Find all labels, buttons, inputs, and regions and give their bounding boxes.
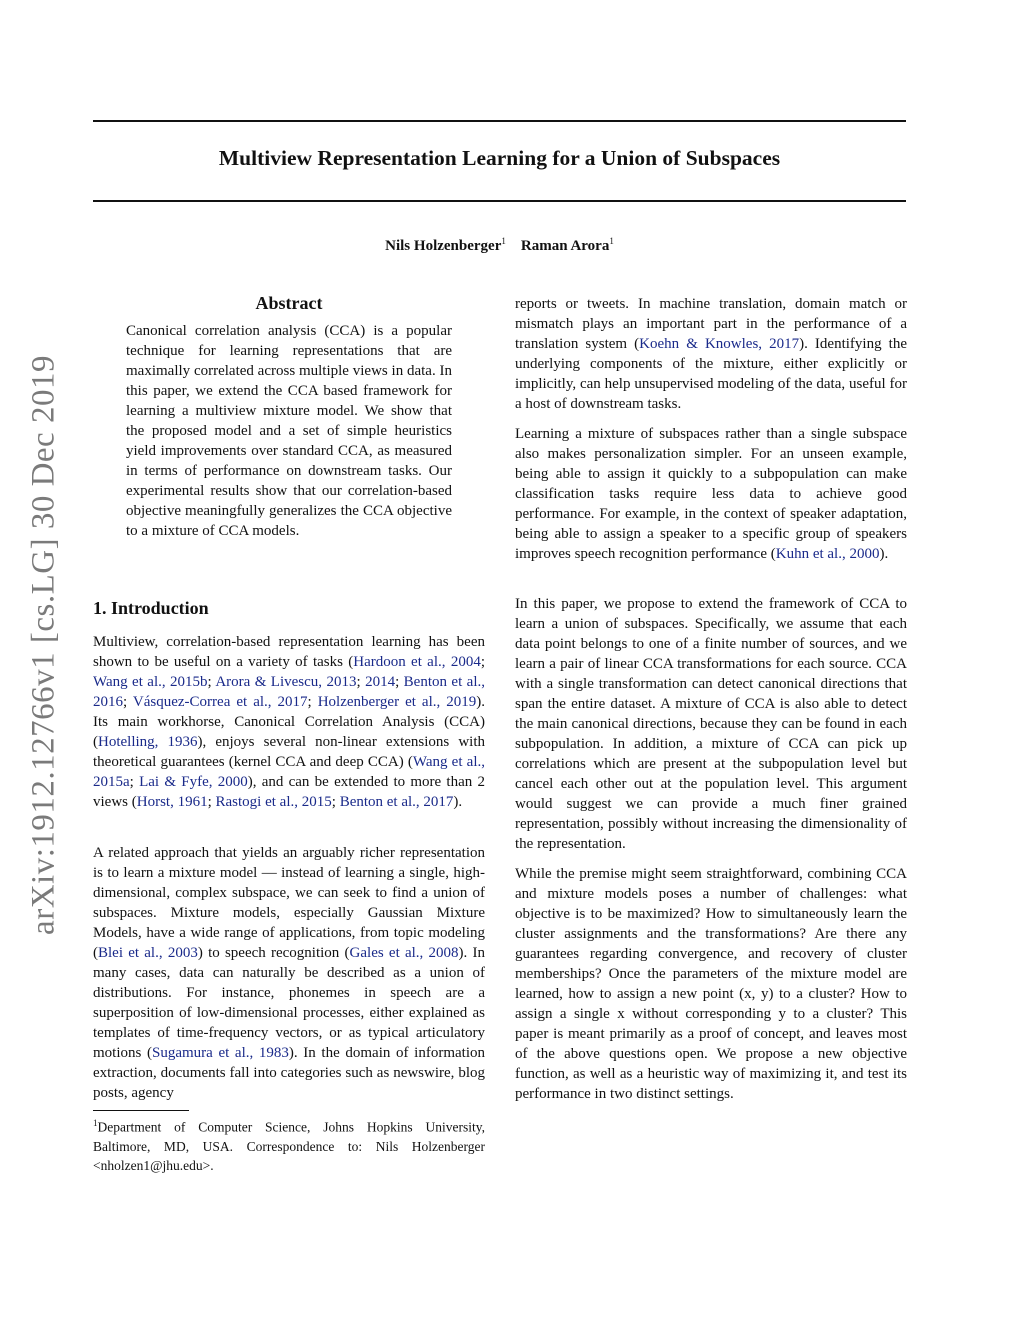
citation-link[interactable]: Hardoon et al., 2004	[353, 654, 481, 670]
citation-link[interactable]: Benton et al., 2017	[339, 794, 454, 810]
paragraph-text: Canonical correlation analysis (CCA) is a popular technique for learning representations that are maximally correlated across multiple views in data. In this paper, we extend the CCA based framework for learning a multiview mixture model. We show that the proposed model and a set of simple heuristics yield improvements over standard CCA, as measured in terms of performance on downstream tasks. Our experimental results show that our correlation-based objective meaningfully generalizes the CCA objective to a mixture of CCA models.	[126, 323, 452, 539]
citation-link[interactable]: Sugamura et al., 1983	[151, 1045, 289, 1061]
citation-link[interactable]: Koehn & Knowles, 2017	[639, 336, 800, 352]
citation-link[interactable]: Vásquez-Correa et al., 2017	[132, 694, 308, 710]
paragraph-text: reports or tweets. In machine translation, domain match or mismatch plays an important part in the performance of a translation system (Koehn & Knowles, 2017). Identifying the underlying components of the mixture, either explicitly or implicitly, can help unsupervised modeling of the data, useful for a host of downstream tasks.	[515, 296, 907, 412]
paragraph-text: Multiview, correlation-based representation learning has been shown to be useful on a variety of tasks (Hardoon et al., 2004; Wang et al., 2015b; Arora & Livescu, 2013; 2014; Benton et al., 2016; Vásquez-Correa et al., 2017; Holzenberger et al., 2019). Its main workhorse, Canonical Correlation Analysis (CCA) (Hotelling, 1936), enjoys several non-linear extensions with theoretical guarantees (kernel CCA and deep CCA) (Wang et al., 2015a; Lai & Fyfe, 2000), and can be extended to more than 2 views (Horst, 1961; Rastogi et al., 2015; Benton et al., 2017).	[93, 634, 486, 810]
citation-link[interactable]: 2014	[365, 674, 396, 690]
citation-link[interactable]: Benton et al., 2016	[93, 674, 485, 710]
author-list	[93, 236, 906, 255]
citation-link[interactable]: Wang et al., 2015a	[93, 754, 485, 790]
author-affiliation-mark: 1	[501, 236, 506, 246]
section-heading-introduction: 1. Introduction	[93, 598, 209, 618]
paragraph-text: In this paper, we propose to extend the framework of CCA to learn a union of subspaces. Specifically, we assume that each data point belongs to one of a finite number of sources, and we learn a pair of linear CCA transformations for each source. CCA with a single transformation can detect canonical directions that span the entire dataset. A mixture of CCA is also able to detect the main canonical directions, because they can be found in each subpopulation. In addition, a mixture of CCA can pick up correlations which are present at the subpopulation level but cancel each other out at the population level. This argument would suggest we can provide a much finer grained representation, possibly without increasing the dimensionality of the representation.	[515, 596, 907, 852]
citation-link[interactable]: Gales et al., 2008	[349, 945, 459, 961]
arxiv-id: arXiv:1912.12766v1 [cs.LG] 30 Dec 2019	[25, 355, 62, 935]
paper-title: Multiview Representation Learning for a Union of Subspaces	[218, 146, 781, 170]
citation-link[interactable]: Hotelling, 1936	[98, 734, 198, 750]
author-affiliation-mark: 1	[609, 236, 614, 246]
citation-link[interactable]: Wang et al., 2015b	[93, 674, 208, 690]
footnote-mark: 1	[93, 1118, 98, 1128]
footnote-rule	[93, 1110, 189, 1111]
intro-paragraph	[515, 864, 907, 1104]
title-rule-top	[93, 120, 906, 122]
footnote-text: Department of Computer Science, Johns Hopkins University, Baltimore, MD, USA. Correspondence to: Nils Holzenberger <nholzen1@jhu.edu>.	[93, 1119, 485, 1173]
citation-link[interactable]: Arora & Livescu, 2013	[215, 674, 357, 690]
citation-link[interactable]: Rastogi et al., 2015	[215, 794, 332, 810]
footnote	[93, 1114, 485, 1175]
citation-link[interactable]: Lai & Fyfe, 2000	[139, 774, 248, 790]
citation-link[interactable]: Blei et al., 2003	[98, 945, 198, 961]
paragraph-text: Learning a mixture of subspaces rather than a single subspace also makes personalization simpler. For an unseen example, being able to assign it quickly to a subpopulation can make classification tasks require less data to achieve good performance. For example, in the context of speaker adaptation, being able to assign a speaker to a specific group of speakers improves speech recognition performance (Kuhn et al., 2000).	[515, 426, 907, 562]
intro-paragraph	[515, 294, 907, 414]
intro-paragraph	[515, 594, 907, 854]
citation-link[interactable]: Horst, 1961	[136, 794, 208, 810]
author-name: Raman Arora	[520, 238, 610, 254]
title-rule-bottom	[93, 200, 906, 202]
paragraph-text: A related approach that yields an arguably richer representation is to learn a mixture model — instead of learning a single, high-dimensional, complex subspace, we can seek to find a union of subspaces. Mixture models, especially Gaussian Mixture Models, have a wide range of applications, from topic modeling (Blei et al., 2003) to speech recognition (Gales et al., 2008). In many cases, data can naturally be described as a union of distributions. For instance, phonemes in speech are a superposition of low-dimensional processes, either explained as templates of time-frequency vectors, or as typical articulatory motions (Sugamura et al., 1983). In the domain of information extraction, documents fall into categories such as newswire, blog posts, agency	[93, 845, 486, 1101]
intro-paragraph	[93, 632, 485, 812]
abstract-heading: Abstract	[255, 293, 323, 313]
intro-paragraph	[93, 843, 485, 1103]
citation-link[interactable]: Holzenberger et al., 2019	[317, 694, 477, 710]
author-name: Nils Holzenberger	[385, 238, 502, 254]
citation-link[interactable]: Kuhn et al., 2000	[775, 546, 880, 562]
intro-paragraph	[515, 424, 907, 564]
abstract-body	[126, 321, 452, 541]
paragraph-text: While the premise might seem straightforward, combining CCA and mixture models poses a number of challenges: what objective is to be maximized? How to simultaneously learn the cluster assignments and the transformations? Are there any guarantees regarding convergence, and recovery of cluster memberships? Once the parameters of the mixture model are learned, how to assign a new point (x, y) to a cluster? How to assign a single x without corresponding y to a cluster? This paper is meant primarily as a proof of concept, and leaves most of the above questions open. We propose a new objective function, as well as a heuristic way of maximizing it, and test its performance in two distinct settings.	[515, 866, 907, 1102]
